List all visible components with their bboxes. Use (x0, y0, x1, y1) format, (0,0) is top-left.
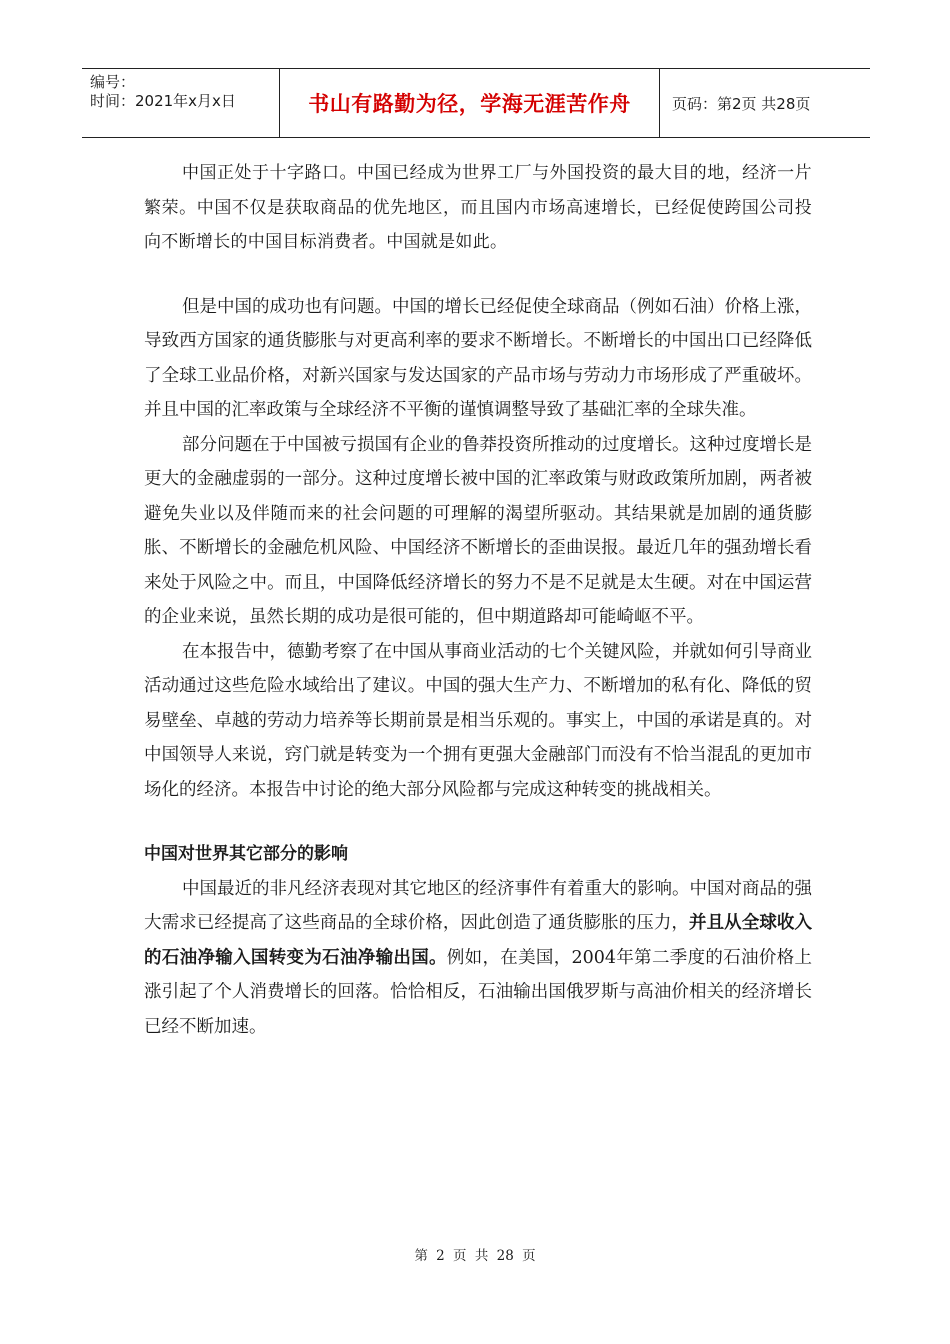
page-footer: 第 2 页 共 28 页 (414, 1248, 536, 1264)
time-label: 时间：2021年x月x日 (90, 92, 236, 110)
serial-label: 编号： (90, 73, 136, 91)
section-title: 中国对世界其它部分的影响 (144, 844, 348, 864)
header-page-info (660, 69, 870, 137)
impact-text-bold: 并且从全球收入的石油净输入国转变为石油净输出国。 (144, 913, 813, 968)
paragraph-overgrowth: 部分问题在于中国被亏损国有企业的鲁莽投资所推动的过度增长。这种过度增长是更大的金融虚弱的一部分。这种过度增长被中国的汇率政策与财政政策所加剧，两者被避免失业以及伴随而来的社会问题的可理解的渴望所驱动。其结果就是加剧的通货膨胀、不断增长的金融危机风险、中国经济不断增长的歪曲误报。最近几年的强劲增长看来处于风险之中。而且，中国降低经济增长的努力不是不足就是太生硬。对在中国运营的企业来说，虽然长期的成功是很可能的，但中期道路却可能崎岖不平。 (144, 434, 812, 627)
paragraph-gap (144, 260, 812, 290)
document-body (144, 156, 812, 1044)
paragraph-impact (144, 872, 812, 1045)
impact-text-start: 中国最近的非凡经济表现对其它地区的经济事件有着重大的影响。中国对商品的强大需求已经提高了这些商品的全球价格，因此创造了通货膨胀的压力， (144, 878, 812, 933)
paragraph-report: 在本报告中，德勤考察了在中国从事商业活动的七个关键风险，并就如何引导商业活动通过这些危险水域给出了建议。中国的强大生产力、不断增加的私有化、降低的贸易壁垒、卓越的劳动力培养等长期前景是相当乐观的。事实上，中国的承诺是真的。对中国领导人来说，窍门就是转变为一个拥有更强大金融部门而没有不恰当混乱的更加市场化的经济。本报告中讨论的绝大部分风险都与完成这种转变的挑战相关。 (144, 641, 812, 800)
paragraph-problems: 但是中国的成功也有问题。中国的增长已经促使全球商品（例如石油）价格上涨，导致西方国家的通货膨胀与对更高利率的要求不断增长。不断增长的中国出口已经降低了全球工业品价格，对新兴国家与发达国家的产品市场与劳动力市场形成了严重破坏。并且中国的汇率政策与全球经济不平衡的谨慎调整导致了基础汇率的全球失准。 (144, 296, 812, 420)
motto: 书山有路勤为径，学海无涯苦作舟 (308, 92, 631, 116)
header-motto-cell (280, 69, 660, 137)
page-info: 页码：第2页 共28页 (672, 94, 811, 113)
page-header (82, 68, 870, 138)
paragraph-intro: 中国正处于十字路口。中国已经成为世界工厂与外国投资的最大目的地，经济一片繁荣。中国不仅是获取商品的优先地区，而且国内市场高速增长，已经促使跨国公司投向不断增长的中国目标消费者。中国就是如此。 (144, 163, 812, 252)
header-meta (82, 69, 280, 137)
paragraph-gap (144, 807, 812, 837)
impact-text-end: 例如，在美国，2004年第二季度的石油价格上涨引起了个人消费增长的回落。恰恰相反，石油输出国俄罗斯与高油价相关的经济增长已经不断加速。 (144, 947, 812, 1037)
